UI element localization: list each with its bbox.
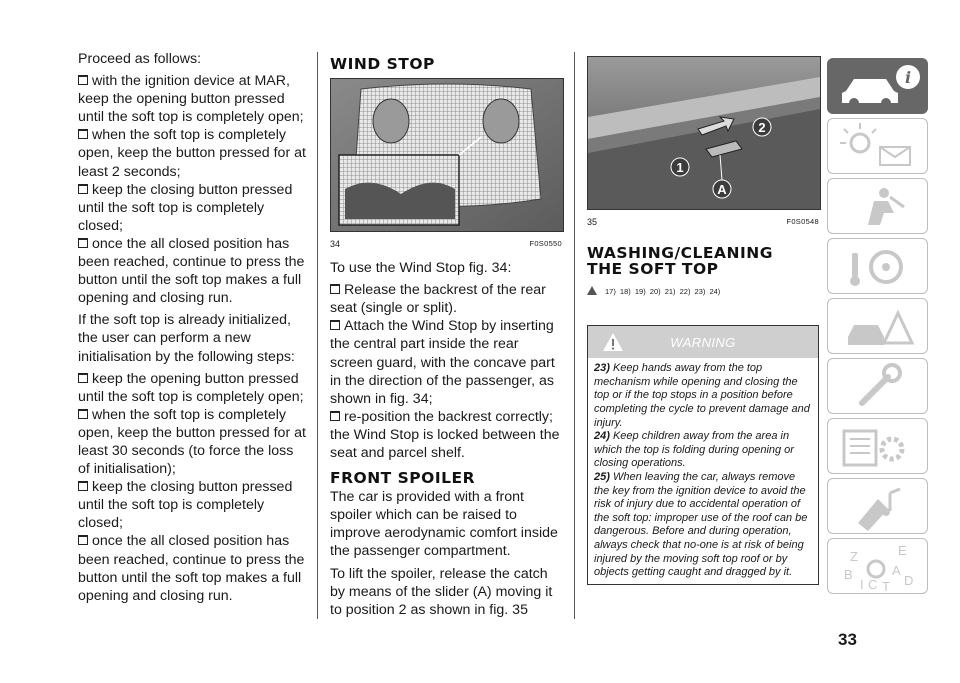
tab-technical-data[interactable] — [827, 418, 928, 474]
column-3 — [587, 56, 819, 585]
tab-maintenance[interactable] — [827, 358, 928, 414]
list-item: when the soft top is completely open, keep the button pressed for at least 30 seconds (to force the loss of initialisation); — [78, 406, 306, 478]
label-2: 2 — [758, 120, 766, 135]
wind-intro: To use the Wind Stop fig. 34: — [330, 260, 512, 277]
figure-34-wind-stop — [330, 78, 564, 232]
heading-washing — [587, 245, 819, 277]
warning-text: When leaving the car, always remove the key from the ignition device to avoid the risk of injury due to accidental operation of the soft top: improper use of the roof can be dangerous. Before and during operation, always check that no-one is at risk of being injured by the moving soft top roof or by objects getting caught and dragged by it. — [594, 470, 808, 579]
warning-number: 25) — [594, 470, 610, 483]
warning-body — [588, 358, 818, 584]
column-divider — [574, 52, 575, 619]
page-number: 33 — [838, 630, 857, 649]
figure-caption — [330, 235, 562, 253]
svg-text:i: i — [904, 68, 912, 87]
figure-number: 35 — [587, 217, 598, 227]
index-letter: B — [844, 567, 853, 582]
index-letter: I — [860, 577, 864, 592]
alphabet-index-icon — [828, 539, 929, 595]
index-letter: E — [898, 543, 907, 558]
tab-safety[interactable] — [827, 178, 928, 234]
warning-number: 23) — [594, 362, 610, 375]
warning-number: 24) — [594, 430, 610, 443]
warning-text: Keep hands away from the top mechanism while opening and closing the top or if the top stops in a position before completing the cycle to prevent damage and injury. — [594, 362, 810, 429]
intro-text: Proceed as follows: — [78, 51, 202, 67]
reference-numbers: 17) 18) 19) 20) 21) 22) 23) 24) — [605, 287, 721, 297]
index-letter: Z — [850, 549, 858, 564]
wrench-icon — [828, 359, 929, 415]
heading-line: THE SOFT TOP — [587, 260, 719, 279]
spoiler-paragraph: To lift the spoiler, release the catch by means of the slider (A) moving it to position 2 as shown in fig. 35 — [330, 565, 553, 618]
airbag-seat-icon — [828, 179, 929, 235]
figure-caption — [587, 213, 819, 231]
warning-box — [587, 325, 819, 585]
index-letter: T — [882, 579, 890, 594]
reinit-paragraph: If the soft top is already initialized, the user can perform a new initialisation by the following steps: — [78, 312, 295, 365]
list-item: re-position the backrest correctly; the Wind Stop is locked between the seat and parcel shelf. — [330, 408, 562, 462]
car-info-icon — [828, 59, 929, 115]
warning-item — [594, 430, 812, 471]
list-item: keep the closing button pressed until the soft top is completely closed; — [78, 478, 306, 532]
column-divider — [317, 52, 318, 619]
multimedia-note-icon — [828, 479, 929, 535]
warning-references — [587, 283, 819, 301]
figure-code: F0S0548 — [786, 217, 819, 226]
warning-title: WARNING — [670, 335, 736, 351]
wind-stop-illustration — [331, 79, 563, 231]
list-item: once the all closed position has been reached, continue to press the button until the soft top makes a full opening and closing run. — [78, 235, 305, 307]
warning-item — [594, 471, 812, 580]
heading-line: WASHING/CLEANING — [587, 244, 773, 263]
tab-dashboard[interactable] — [827, 118, 928, 174]
list-item: Attach the Wind Stop by inserting the central part inside the rear screen guard, with the concave part in the direction of the passenger, as shown in fig. 34; — [330, 317, 562, 407]
spoiler-illustration — [588, 57, 820, 209]
tab-knowing-your-car[interactable] — [827, 58, 928, 114]
steering-key-icon — [828, 239, 929, 295]
index-letter: C — [868, 577, 878, 592]
tab-emergency[interactable] — [827, 298, 928, 354]
list-item: once the all closed position has been reached, continue to press the button until the soft top makes a full opening and closing run. — [78, 533, 305, 604]
index-letter: D — [904, 573, 914, 588]
warning-triangle-icon — [587, 286, 597, 295]
tab-starting-driving[interactable] — [827, 238, 928, 294]
warning-header — [588, 326, 818, 358]
column-2 — [330, 56, 562, 623]
tab-multimedia[interactable] — [827, 478, 928, 534]
figure-number: 34 — [330, 239, 341, 249]
warning-item — [594, 362, 812, 430]
column-1 — [78, 50, 306, 605]
dashboard-lights-icon — [828, 119, 929, 175]
list-item: with the ignition device at MAR, keep the opening button pressed until the soft top is completely open; — [78, 72, 306, 126]
tab-index[interactable] — [827, 538, 928, 594]
car-warning-triangle-icon — [828, 299, 929, 355]
label-A: A — [717, 182, 727, 197]
list-item: Release the backrest of the rear seat (single or split). — [330, 281, 562, 317]
label-1: 1 — [676, 160, 684, 175]
list-item: keep the opening button pressed until the soft top is completely open; — [78, 370, 306, 406]
spoiler-paragraph: The car is provided with a front spoiler which can be raised to improve aerodynamic comfort inside the passenger compartment. — [330, 489, 558, 560]
maintenance-gear-icon — [828, 419, 929, 475]
heading-wind-stop: WIND STOP — [330, 55, 435, 73]
figure-35-spoiler — [587, 56, 821, 210]
heading-front-spoiler: FRONT SPOILER — [330, 469, 476, 488]
warning-text: Keep children away from the area in which the top is folding during opening or closing operations. — [594, 430, 794, 470]
list-item: when the soft top is completely open, keep the button pressed for at least 2 seconds; — [78, 127, 306, 180]
list-item: keep the closing button pressed until the soft top is completely closed; — [78, 181, 306, 235]
figure-code: F0S0550 — [529, 239, 562, 248]
index-letter: A — [892, 563, 901, 578]
